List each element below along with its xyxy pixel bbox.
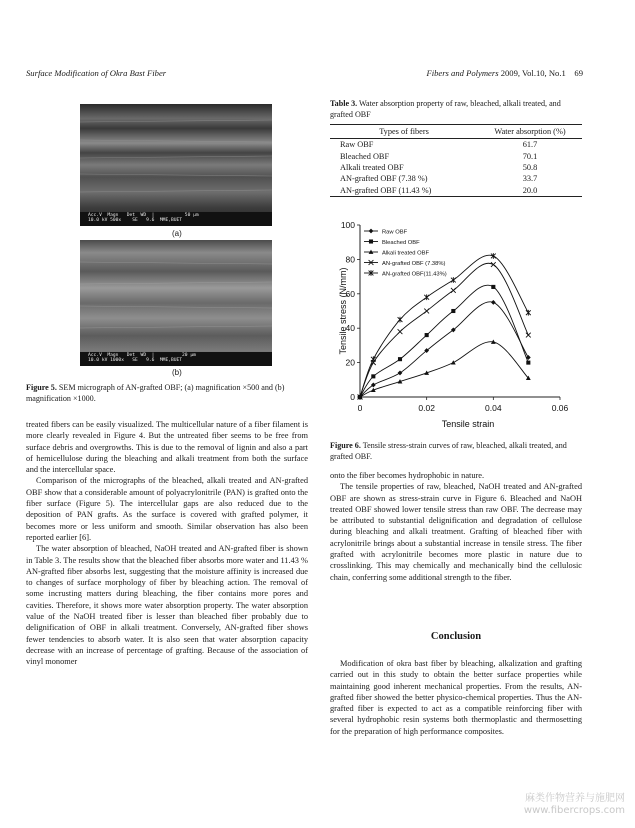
table-header-cell: Water absorption (%) (478, 125, 582, 139)
watermark (524, 793, 625, 817)
sem-micrograph-b (80, 240, 272, 366)
legend-marker (369, 239, 373, 243)
figure5-label-a: (a) (172, 229, 182, 238)
data-point (425, 333, 429, 337)
data-point (491, 262, 496, 267)
x-axis-label: Tensile strain (441, 419, 495, 429)
paragraph: The tensile properties of raw, bleached, NaOH treated and AN-grafted OBF are shown as stress-strain curve in Figure 6. Bleached and NaOH treated OBF showed lower tensile stress than raw OBF. The decrease may be attributed to substantial delignification and degradation of cellulose during bleaching and alkali treatment. Grafting of bleached fiber with acrylonitrile brings about a substantial increase in tensile stress. The fiber grafted with acrylonitrile becomes more plastic in nature due to crosslinking. This may chemically and mechanically bind the cellulosic chain, conferring some additional strength to the fiber. (330, 482, 582, 582)
data-point (451, 360, 456, 364)
y-axis-label: Tensile stress (N/mm) (338, 267, 348, 355)
paragraph: onto the fiber becomes hydrophobic in nature. (330, 471, 485, 480)
table-cell: 61.7 (522, 140, 538, 150)
table-row (330, 173, 582, 184)
table-cell: 20.0 (478, 185, 582, 197)
data-point (424, 309, 429, 314)
data-point (371, 383, 376, 388)
y-tick-label: 40 (345, 323, 355, 334)
data-point (491, 285, 495, 289)
data-point (491, 253, 496, 259)
table-cell: Alkali treated OBF (340, 162, 404, 172)
y-tick-label: 60 (345, 288, 355, 299)
running-header-title: Surface Modification of Okra Bast Fiber (26, 68, 167, 78)
data-point (424, 294, 429, 300)
data-point (371, 374, 375, 378)
legend-entry: Alkali treated OBF (382, 250, 430, 257)
conclusion-heading: Conclusion (430, 631, 482, 642)
figure5-label-b: (b) (172, 368, 182, 377)
x-tick-label: 0 (357, 403, 363, 413)
table-cell: AN-grafted OBF (7.38 %) (340, 174, 428, 184)
data-point (398, 357, 402, 361)
table-row (330, 139, 582, 151)
table-cell: AN-grafted OBF (11.43 %) (330, 185, 478, 197)
conclusion-body (330, 658, 582, 737)
paragraph: Comparison of the micrographs of the bleached, alkali treated and AN-grafted OBF show that a considerable amount of polyacrylonitrile (PAN) is grafted onto the fiber surface (Figure 5). The intercellular gaps are also reduced due to the deposition of PAN grafts. As the surface is covered with grafted polymer, it becomes more or less uniform and smooth. Similar observation has also been reported earlier [6]. (26, 476, 308, 542)
table-cell: 33.7 (522, 174, 538, 184)
data-point (451, 288, 456, 293)
right-column-body (330, 470, 582, 583)
watermark-line-2: www.fibercrops.com (523, 805, 625, 816)
legend-entry: Bleached OBF (382, 240, 420, 246)
table3-caption-label: Table 3. (330, 99, 358, 108)
x-tick-label: 0.02 (418, 403, 435, 413)
data-point (526, 333, 531, 338)
legend-entry: Raw OBF (382, 229, 408, 236)
table-row (330, 162, 582, 173)
legend-entry: AN-grafted OBF(11.43%) (382, 271, 447, 278)
x-tick-label: 0.06 (551, 403, 569, 413)
watermark-line-1: 麻类作物营养与施肥网 (525, 793, 625, 804)
legend-entry: AN-grafted OBF (7.38%) (382, 261, 446, 267)
table-row (330, 150, 582, 161)
stress-strain-chart (338, 215, 586, 440)
paragraph: The water absorption of bleached, NaOH treated and AN-grafted fiber is shown in Table 3. The results show that the bleached fiber absorbs more water and 11.43 % AN-grafted fiber absorbs lest, suggesting that the moisture affinity is increased due to changes of surface morphology of fiber by bleaching action. The removal of some incrusting matters during bleaching, the fiber contains more pores and cavities. Therefore, it shows more water absorption property. The water absorption value of the NaOH treated fiber is lesser than bleached fiber probably due to delignification of OBF in alkali treatment. Conversely, AN-grafted fiber shows fewer tendencies to absorb water. It is also seen that water absorption capacity decrease with an increase of percentage of grafting. Because of the association of vinyl monomer (26, 544, 308, 667)
table-row (330, 185, 582, 197)
data-point (398, 329, 403, 334)
table3-caption (330, 98, 582, 120)
y-tick-label: 0 (350, 392, 355, 402)
sem-b-info-bar: Acc.V Magn Det WD | 20 µm 10.0 kV 1000x SE 9.6 MME,BUET (88, 353, 196, 363)
y-tick-label: 80 (345, 254, 355, 265)
data-point (398, 317, 403, 323)
left-column-body (26, 419, 308, 668)
figure5-caption-label: Figure 5. (26, 383, 57, 392)
water-absorption-table (330, 124, 582, 197)
figure6-caption-text: Tensile stress-strain curves of raw, bleached, alkali treated, and grafted OBF. (330, 441, 567, 461)
table-cell: 70.1 (522, 151, 538, 161)
paragraph: Modification of okra bast fiber by bleaching, alkalization and grafting carried out in this study to obtain the better surface properties while maintaining good inherent mechanical properties. From the results, AN-grafted fiber showed the better physico-chemical properties. Thus the AN-grafted fiber is expected to act as a compatible reinforcing fiber with several hydrophobic resin systems both thermoplastic and thermosetting for the preparation of high performance composites. (330, 659, 582, 736)
table-cell: Bleached OBF (340, 151, 390, 161)
table-cell: Raw OBF (340, 140, 374, 150)
figure5-caption-text: SEM micrograph of AN-grafted OBF; (a) magnification ×500 and (b) magnification ×1000. (26, 383, 285, 403)
sem-a-info-bar: Acc.V Magn Det WD | 50 µm 10.0 kV 500x SE 9.6 MME,BUET (88, 213, 199, 223)
data-point (451, 309, 455, 313)
data-point (491, 300, 496, 305)
figure6-caption (330, 440, 582, 462)
running-header-journal (426, 68, 583, 78)
data-point (371, 356, 376, 362)
table3-caption-text: Water absorption property of raw, bleached, alkali treated, and grafted OBF (330, 99, 561, 119)
legend-marker (369, 229, 374, 234)
table-cell: 50.8 (522, 162, 538, 172)
data-point (526, 361, 530, 365)
series-line (360, 263, 528, 397)
data-point (451, 277, 456, 283)
sem-micrograph-a (80, 104, 272, 226)
y-tick-label: 20 (345, 357, 355, 368)
page-number: 69 (574, 68, 583, 78)
journal-name: Fibers and Polymers (426, 68, 499, 78)
series-line (360, 302, 528, 397)
journal-issue: 2009, Vol.10, No.1 (500, 68, 566, 78)
paragraph: treated fibers can be easily visualized. The multicellular nature of a fiber filament is more clearly revealed in Figure 4. But the untreated fiber seems to be free from surface debris and overgrowths. This is due to the removal of lignin and also a part of hemicellulose during the bleaching and alkali treatment from both the surface and the intercellular space. (26, 420, 308, 475)
series-line (360, 342, 528, 397)
table-header-row (330, 125, 582, 139)
figure5-caption (26, 382, 308, 404)
figure6-caption-label: Figure 6. (330, 441, 361, 450)
table-header-cell: Types of fibers (330, 125, 478, 139)
x-tick-label: 0.04 (485, 403, 502, 413)
data-point (526, 310, 531, 316)
y-tick-label: 100 (340, 220, 355, 230)
